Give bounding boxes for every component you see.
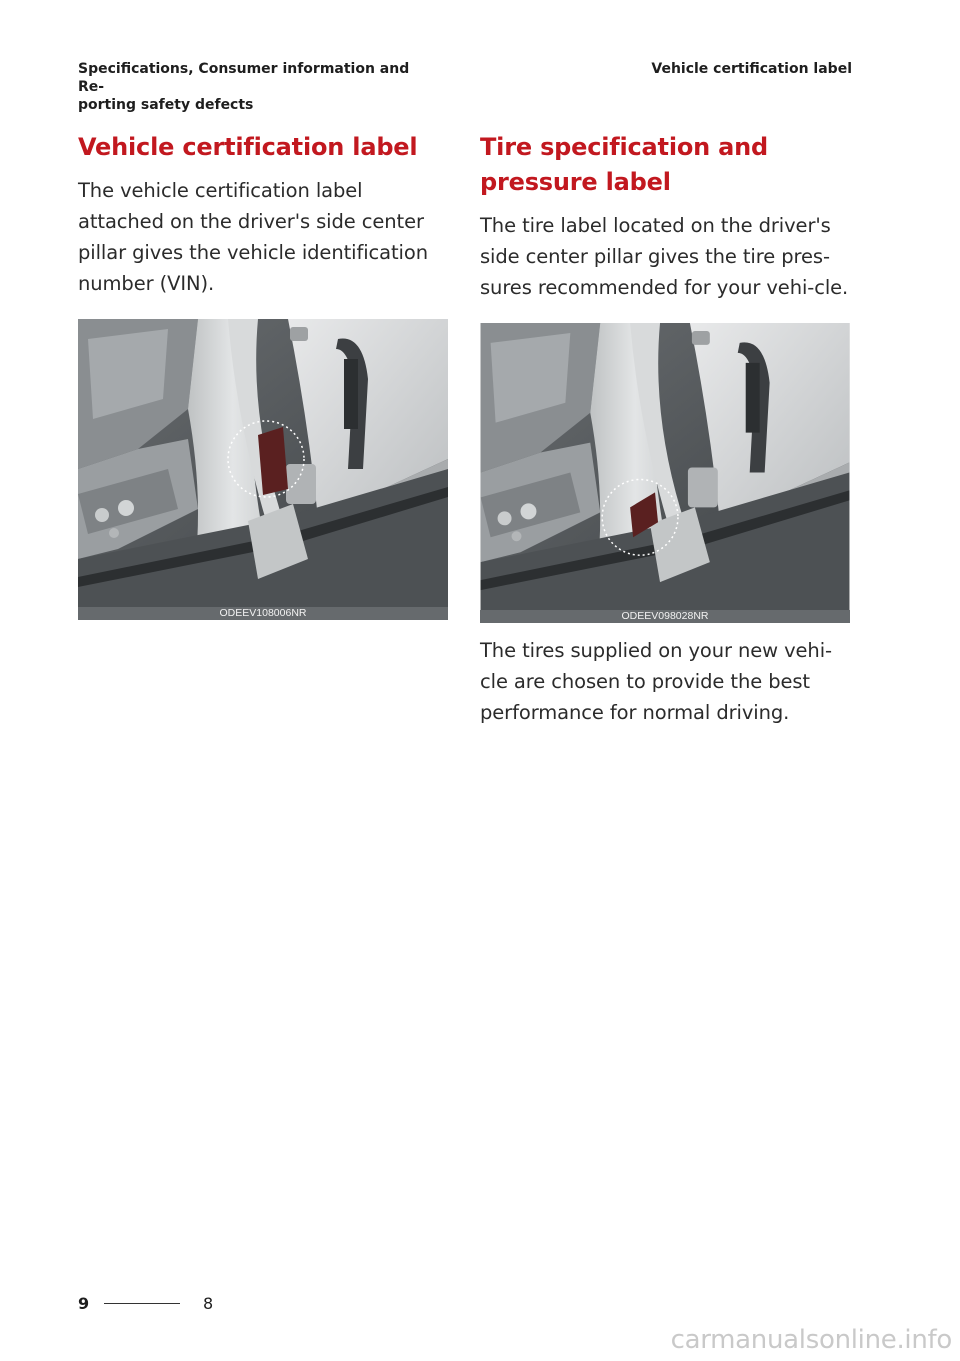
figure-code-bar: ODEEV108006NR — [78, 607, 448, 620]
footer-divider — [104, 1303, 180, 1304]
page-number: 8 — [203, 1294, 214, 1313]
vehicle-certification-heading: Vehicle certification label — [78, 133, 418, 161]
chapter-number: 9 — [78, 1294, 90, 1313]
running-header-topic: Vehicle certification label — [651, 61, 852, 77]
running-header-section-line1: Specifications, Consumer information and Re- — [78, 61, 410, 95]
right-column — [480, 130, 850, 728]
door-pillar-illustration — [78, 319, 448, 607]
left-column — [78, 130, 448, 620]
door-pillar-illustration — [480, 323, 850, 610]
running-header-section-line2: porting safety defects — [78, 97, 254, 113]
tire-label-figure — [480, 323, 850, 623]
figure-code-bar: ODEEV098028NR — [480, 610, 850, 623]
tire-supply-text: The tires supplied on your new vehi-cle are chosen to provide the best performance for normal driving. — [480, 639, 832, 724]
certification-label-figure — [78, 319, 448, 620]
tire-specification-heading: Tire specification and pressure label — [480, 133, 769, 196]
tire-label-text: The tire label located on the driver's side center pillar gives the tire pres-sures recommended for your vehi-cle. — [480, 214, 849, 299]
running-header-section — [78, 60, 438, 114]
site-watermark: carmanualsonline.info — [670, 1325, 952, 1355]
vehicle-certification-text: The vehicle certification label attached on the driver's side center pillar gives the vehicle identification number (VIN). — [78, 179, 428, 295]
